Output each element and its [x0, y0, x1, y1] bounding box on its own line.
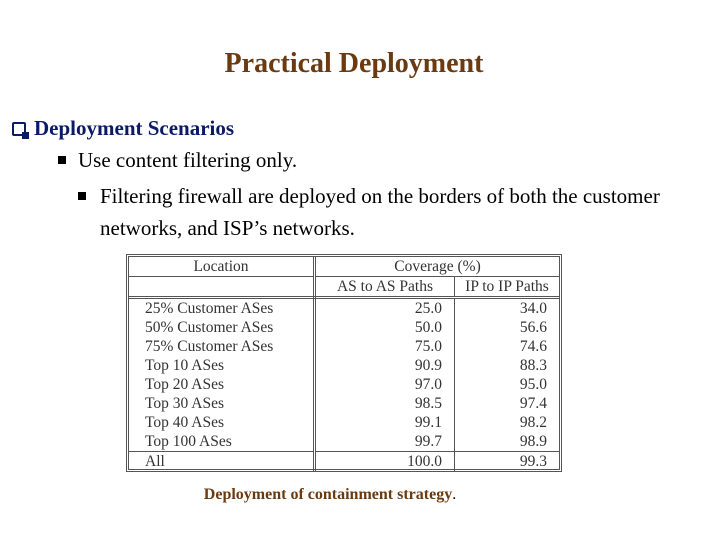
- header-location: Location: [129, 257, 315, 277]
- table-header-row: [129, 257, 559, 277]
- cell-ip: 74.6: [519, 338, 547, 355]
- table-row: [129, 413, 559, 432]
- slide-title: Practical Deployment: [224, 48, 484, 79]
- cell-ip: 98.2: [519, 414, 547, 431]
- square-bullet-icon: [58, 156, 66, 164]
- table-row: [129, 394, 559, 413]
- subbullet-1: [78, 144, 297, 176]
- cell-as: 98.5: [315, 394, 455, 413]
- cell-location: Top 20 ASes: [129, 375, 315, 394]
- table-row: [129, 432, 559, 452]
- table-subheader-row: [129, 277, 559, 298]
- cell-ip: 56.6: [519, 319, 547, 336]
- subbullet-text: Use content filtering only.: [78, 148, 298, 172]
- cell-ip: 97.4: [519, 395, 547, 412]
- caption-period: .: [452, 486, 457, 503]
- cell-as: 75.0: [315, 337, 455, 356]
- header-as-paths: AS to AS Paths: [315, 277, 455, 298]
- cell-as: 50.0: [315, 318, 455, 337]
- header-empty: [129, 277, 315, 298]
- cell-location: 25% Customer ASes: [129, 298, 315, 319]
- cell-as: 100.0: [315, 452, 455, 472]
- cell-as: 99.7: [315, 432, 455, 452]
- table-row: [129, 356, 559, 375]
- cell-ip: 34.0: [519, 300, 547, 317]
- checkbox-bullet-icon: [12, 122, 26, 136]
- cell-location: 75% Customer ASes: [129, 337, 315, 356]
- cell-ip: 99.3: [455, 452, 560, 472]
- table-row: [129, 318, 559, 337]
- subbullet-text: Filtering firewall are deployed on the borders of both the customer networks, and ISP’s networks.: [100, 184, 660, 240]
- cell-ip: 98.9: [519, 433, 547, 450]
- cell-location: Top 40 ASes: [129, 413, 315, 432]
- cell-ip: 95.0: [519, 376, 547, 393]
- bullet-deployment-scenarios: [12, 116, 234, 141]
- square-bullet-icon: [78, 192, 86, 200]
- table-row: [129, 298, 559, 319]
- coverage-table: [126, 254, 562, 472]
- header-coverage: Coverage (%): [315, 257, 560, 277]
- subbullet-2: [100, 180, 660, 244]
- table-row-all: [129, 452, 559, 472]
- cell-location: Top 30 ASes: [129, 394, 315, 413]
- cell-as: 97.0: [315, 375, 455, 394]
- cell-location: Top 100 ASes: [129, 432, 315, 452]
- table-row: [129, 375, 559, 394]
- cell-ip: 88.3: [519, 357, 547, 374]
- table-row: [129, 337, 559, 356]
- caption-text: Deployment of containment strategy: [203, 486, 453, 503]
- cell-as: 99.1: [315, 413, 455, 432]
- table-caption: [0, 486, 660, 504]
- cell-location: All: [129, 452, 315, 472]
- cell-as: 90.9: [315, 356, 455, 375]
- cell-as: 25.0: [315, 298, 455, 319]
- bullet-label: Deployment Scenarios: [34, 116, 235, 140]
- header-ip-paths: IP to IP Paths: [455, 277, 560, 298]
- cell-location: 50% Customer ASes: [129, 318, 315, 337]
- cell-location: Top 10 ASes: [129, 356, 315, 375]
